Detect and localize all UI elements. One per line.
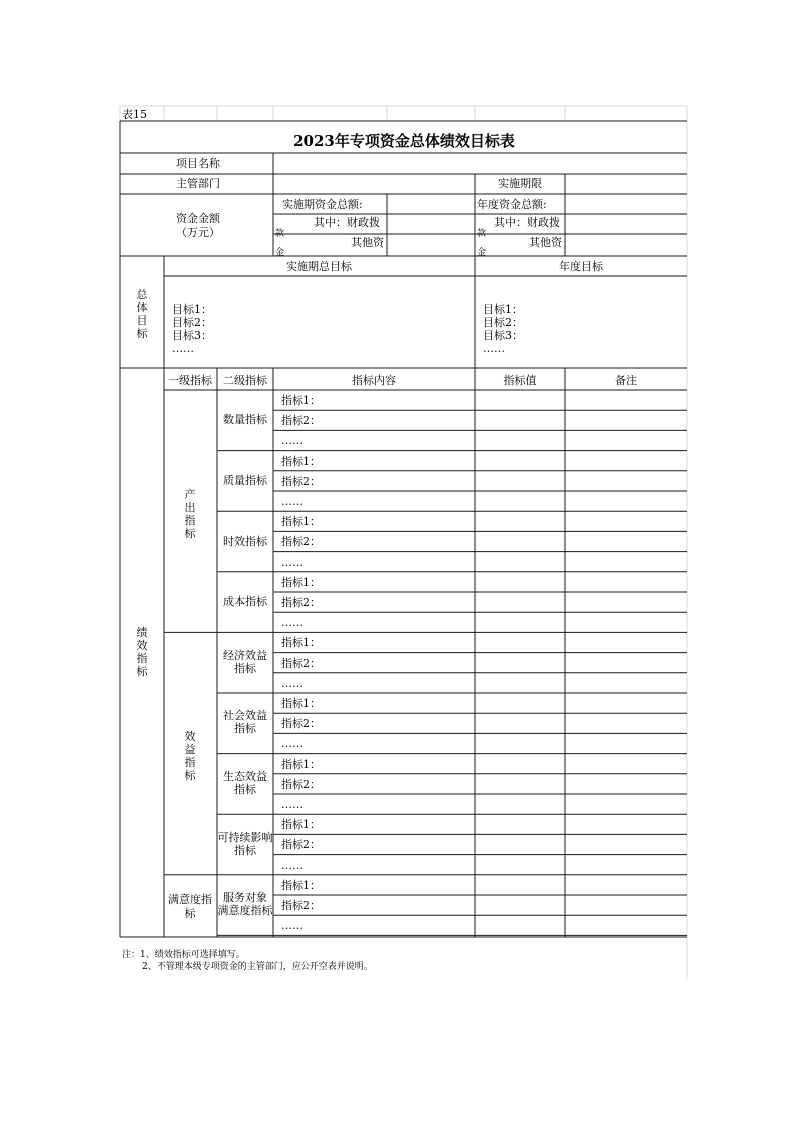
- level2-label: 服务对象: [223, 891, 267, 905]
- indicator-row-label: 指标2：: [281, 899, 321, 912]
- indicator-row-label: 指标1：: [281, 878, 321, 892]
- indicator-row-label: 指标1：: [281, 697, 321, 710]
- indicator-row-label: ……: [281, 555, 303, 569]
- benefit-indicators-label: 效益指标: [184, 730, 196, 782]
- level2-label-line2: 指标: [234, 722, 256, 736]
- level2-indicator-1: [215, 474, 275, 487]
- indicator-row-label: 指标2：: [281, 717, 321, 731]
- indicator-row-label: ……: [281, 737, 303, 751]
- overall-goal-label: 总体目标: [136, 288, 148, 340]
- header-value: 指标值: [503, 374, 537, 387]
- page-title: 2023年专项资金总体绩效目标表: [293, 132, 515, 150]
- level2-indicator-2: [215, 535, 275, 548]
- period-goal-3: 目标3：: [172, 329, 212, 342]
- indicator-row-label: 指标1：: [281, 394, 321, 407]
- annual-funds-label: 年度资金总额:: [477, 198, 547, 211]
- header-remark: 备注: [615, 374, 637, 387]
- funds-label: 资金金额: [176, 212, 220, 225]
- other-funds-overflow-annual: 金: [477, 248, 487, 258]
- indicator-row-label: ……: [281, 434, 303, 448]
- footnote-1: 注：1、绩效指标可选择填写。: [122, 950, 245, 960]
- indicator-row-label: 指标1：: [281, 636, 321, 650]
- period-goal-2: 目标2：: [172, 316, 212, 329]
- indicator-row-label: 指标2：: [281, 474, 321, 488]
- department-label: 主管部门: [176, 177, 220, 190]
- indicator-row-label: ……: [281, 798, 303, 811]
- fiscal-funds-label: 其中：财政拨: [314, 216, 380, 229]
- indicator-row-label: 指标1：: [281, 757, 321, 771]
- indicator-row-label: ……: [281, 676, 303, 690]
- period-goal-header: 实施期总目标: [286, 260, 352, 273]
- funds-unit-label: （万元）: [176, 226, 220, 239]
- indicator-row-label: 指标2：: [281, 838, 321, 852]
- level2-label: 成本指标: [223, 595, 267, 609]
- level2-indicator-0: [215, 413, 275, 426]
- fiscal-funds-overflow-annual: 款: [477, 229, 487, 239]
- indicator-row-label: 指标2：: [281, 535, 321, 549]
- level2-label: 质量指标: [223, 473, 267, 487]
- indicator-row-label: ……: [281, 919, 303, 933]
- period-goal-more: ……: [172, 342, 194, 355]
- level2-indicator-7: [215, 831, 275, 857]
- level2-label-line2: 指标: [234, 843, 256, 857]
- indicator-row-label: 指标2：: [281, 414, 321, 428]
- annual-goal-more: ……: [483, 342, 505, 355]
- annual-goal-3: 目标3：: [483, 329, 523, 342]
- level2-label: 经济效益: [223, 648, 267, 662]
- other-funds-label: 其他资: [351, 236, 384, 249]
- indicator-row-label: 指标1：: [281, 515, 321, 529]
- output-indicators-label: 产出指标: [184, 488, 196, 540]
- indicator-row-label: ……: [281, 616, 303, 630]
- other-funds-overflow: 金: [275, 248, 285, 258]
- level2-indicator-6: [215, 770, 275, 796]
- footnote-2: 2、不管理本级专项资金的主管部门，应公开空表并说明。: [142, 962, 373, 972]
- indicator-row-label: ……: [281, 495, 303, 508]
- level2-label-line2: 指标: [234, 661, 256, 675]
- annual-goal-header: 年度目标: [559, 260, 603, 273]
- level2-indicator-3: [215, 595, 275, 608]
- level2-label: 可持续影响: [217, 830, 273, 844]
- annual-goal-1: 目标1：: [483, 303, 523, 316]
- period-label: 实施期限: [498, 177, 542, 190]
- level2-label-line2: 指标: [234, 782, 256, 796]
- level2-indicator-8: [215, 891, 275, 917]
- level2-label: 社会效益: [223, 709, 267, 723]
- level2-indicator-5: [215, 709, 275, 735]
- indicator-row-label: 指标2：: [281, 777, 321, 791]
- indicator-row-label: 指标2：: [281, 596, 321, 609]
- fiscal-funds-overflow: 款: [275, 229, 285, 239]
- level2-indicator-4: [215, 649, 275, 675]
- level2-label: 数量指标: [223, 413, 267, 427]
- total-period-funds-label: 实施期资金总额:: [282, 198, 363, 211]
- satisfaction-indicators-label: 满意度指: [168, 893, 212, 906]
- indicator-row-label: 指标1：: [281, 575, 321, 589]
- period-goals-list: [172, 303, 212, 355]
- performance-indicators-label: 绩效指标: [136, 626, 148, 678]
- level2-label-line2: 满意度指标: [217, 904, 273, 918]
- indicator-row-label: 指标1：: [281, 818, 321, 832]
- table-number: 表15: [122, 108, 147, 121]
- indicator-row-label: 指标2：: [281, 656, 321, 670]
- annual-goal-2: 目标2：: [483, 316, 523, 329]
- other-funds-label-annual: 其他资: [529, 236, 562, 249]
- header-content: 指标内容: [352, 374, 396, 387]
- project-name-label: 项目名称: [176, 157, 220, 170]
- header-level2: 二级指标: [223, 374, 267, 387]
- period-goal-1: 目标1：: [172, 303, 212, 316]
- fiscal-funds-label-annual: 其中：财政拨: [494, 216, 560, 229]
- indicator-row-label: ……: [281, 858, 303, 872]
- indicator-row-label: 指标1：: [281, 454, 321, 468]
- annual-goals-list: [483, 303, 523, 355]
- satisfaction-indicators-label-2: 标: [184, 907, 196, 920]
- header-level1: 一级指标: [168, 374, 212, 387]
- level2-label: 时效指标: [223, 534, 267, 548]
- level2-label: 生态效益: [223, 769, 267, 783]
